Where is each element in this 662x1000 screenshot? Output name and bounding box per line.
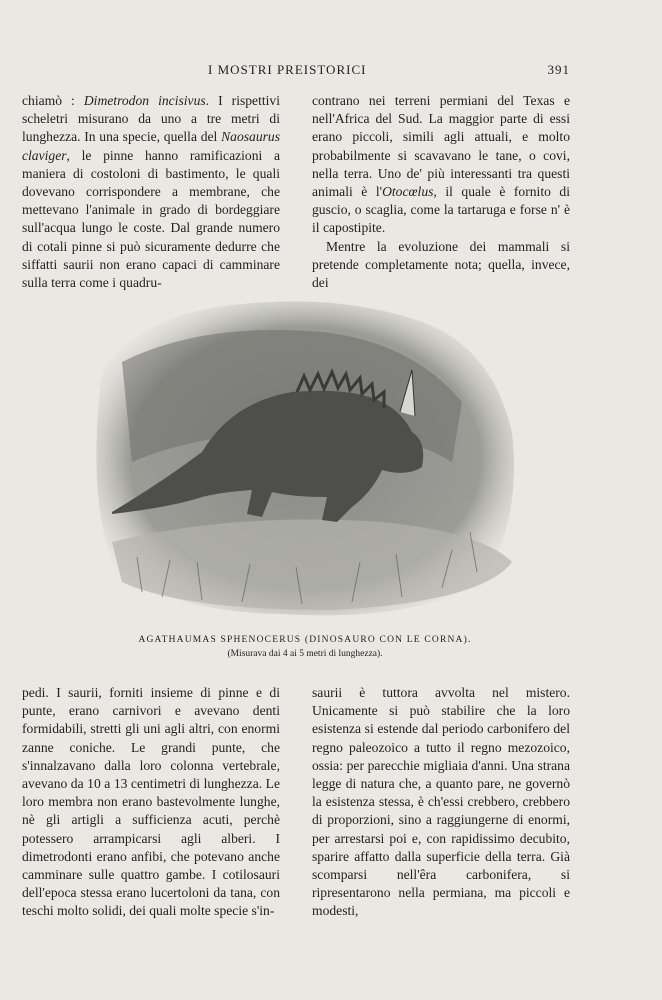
text-run: chiamò : <box>22 93 84 108</box>
text-run: , le pinne hanno ramificazioni a maniera di costoloni di bastimento, le quali dovevano corrispondere a membrane, che mettevano l'animale in grado di bordeggiare sull'acqua lungo le coste. Dal grande numero di cotali pinne si può sicuramente dedurre che siffatti saurii non erano capaci di camminare sulla terra come i quadru- <box>22 147 280 291</box>
species-name: Naosaurus claviger <box>22 129 280 163</box>
caption-title: AGATHAUMAS SPHENOCERUS (DINOSAURO CON LE CORNA). <box>138 635 472 645</box>
paragraph <box>22 92 280 292</box>
text-run: . I rispettivi scheletri misurano da uno a tre metri di lunghezza. In una specie, quella del <box>22 93 280 145</box>
paragraph <box>312 92 570 238</box>
figure-caption <box>90 633 520 661</box>
caption-subtitle: (Misurava dai 4 ai 5 metri di lunghezza). <box>227 649 383 659</box>
column-top-right <box>312 92 570 292</box>
dinosaur-illustration <box>82 292 522 622</box>
paragraph: Mentre la evoluzione dei mammali si pretende completamente nota; quella, invece, dei <box>312 238 570 291</box>
running-title: I MOSTRI PREISTORICI <box>208 62 367 77</box>
text-run: , il quale è fornito di guscio, o scaglia, come la tartaruga e forse n' è il capostipite. <box>312 184 570 236</box>
species-name: Dimetrodon incisivus <box>83 93 206 108</box>
running-head <box>108 62 578 82</box>
engraving-image <box>82 292 522 622</box>
column-bottom-right <box>312 684 570 921</box>
page-number: 391 <box>547 62 570 77</box>
paragraph: pedi. I saurii, forniti insieme di pinne e di punte, erano carnivori e avevano denti formidabili, stretti gli uni agli altri, con enormi zanne coniche. Le grandi punte, che s'innalzavano dalla loro colonna vertebrale, avevano da 10 a 13 centimetri di lunghezza. Le loro membra non erano bastevolmente lunghe, nè gli artigli a sufficienza acuti, perchè potessero arrampicarsi agli alberi. I dimetrodonti erano anfibi, che potevano anche camminare sulle quattro gambe. I cotilosauri dell'epoca stessa erano lucertoloni da tana, con teschi molto solidi, dei quali molte specie s'in- <box>22 685 280 919</box>
column-bottom-left <box>22 684 280 921</box>
species-name: Otocœlus <box>382 184 434 200</box>
text-run: contrano nei terreni permiani del Texas e nell'Africa del Sud. La maggior parte di essi erano piccoli, simili agli attuali, e molto probabilmente si scavavano le tane, o covi, nella terra. Uno de' più interessanti tra questi animali è l' <box>312 93 570 200</box>
paragraph: saurii è tuttora avvolta nel mistero. Unicamente si può stabilire che la loro esistenza si estende dal periodo carbonifero del regno paleozoico a tutto il regno mezozoico, ossia: per parecchie migliaia d'anni. Una strana legge di natura che, a quanto pare, ne governò la esistenza stessa, è ch'essi crebbero, crebbero di proporzioni, sino a raggiungerne di enormi, per arrestarsi poi e, con rapidissimo decubito, sparire affatto dalla superficie della terra. Già scomparsi nell'êra carbonifera, si ripresentarono nella permiana, ma piccoli e modesti, <box>312 685 570 919</box>
column-top-left <box>22 92 280 292</box>
